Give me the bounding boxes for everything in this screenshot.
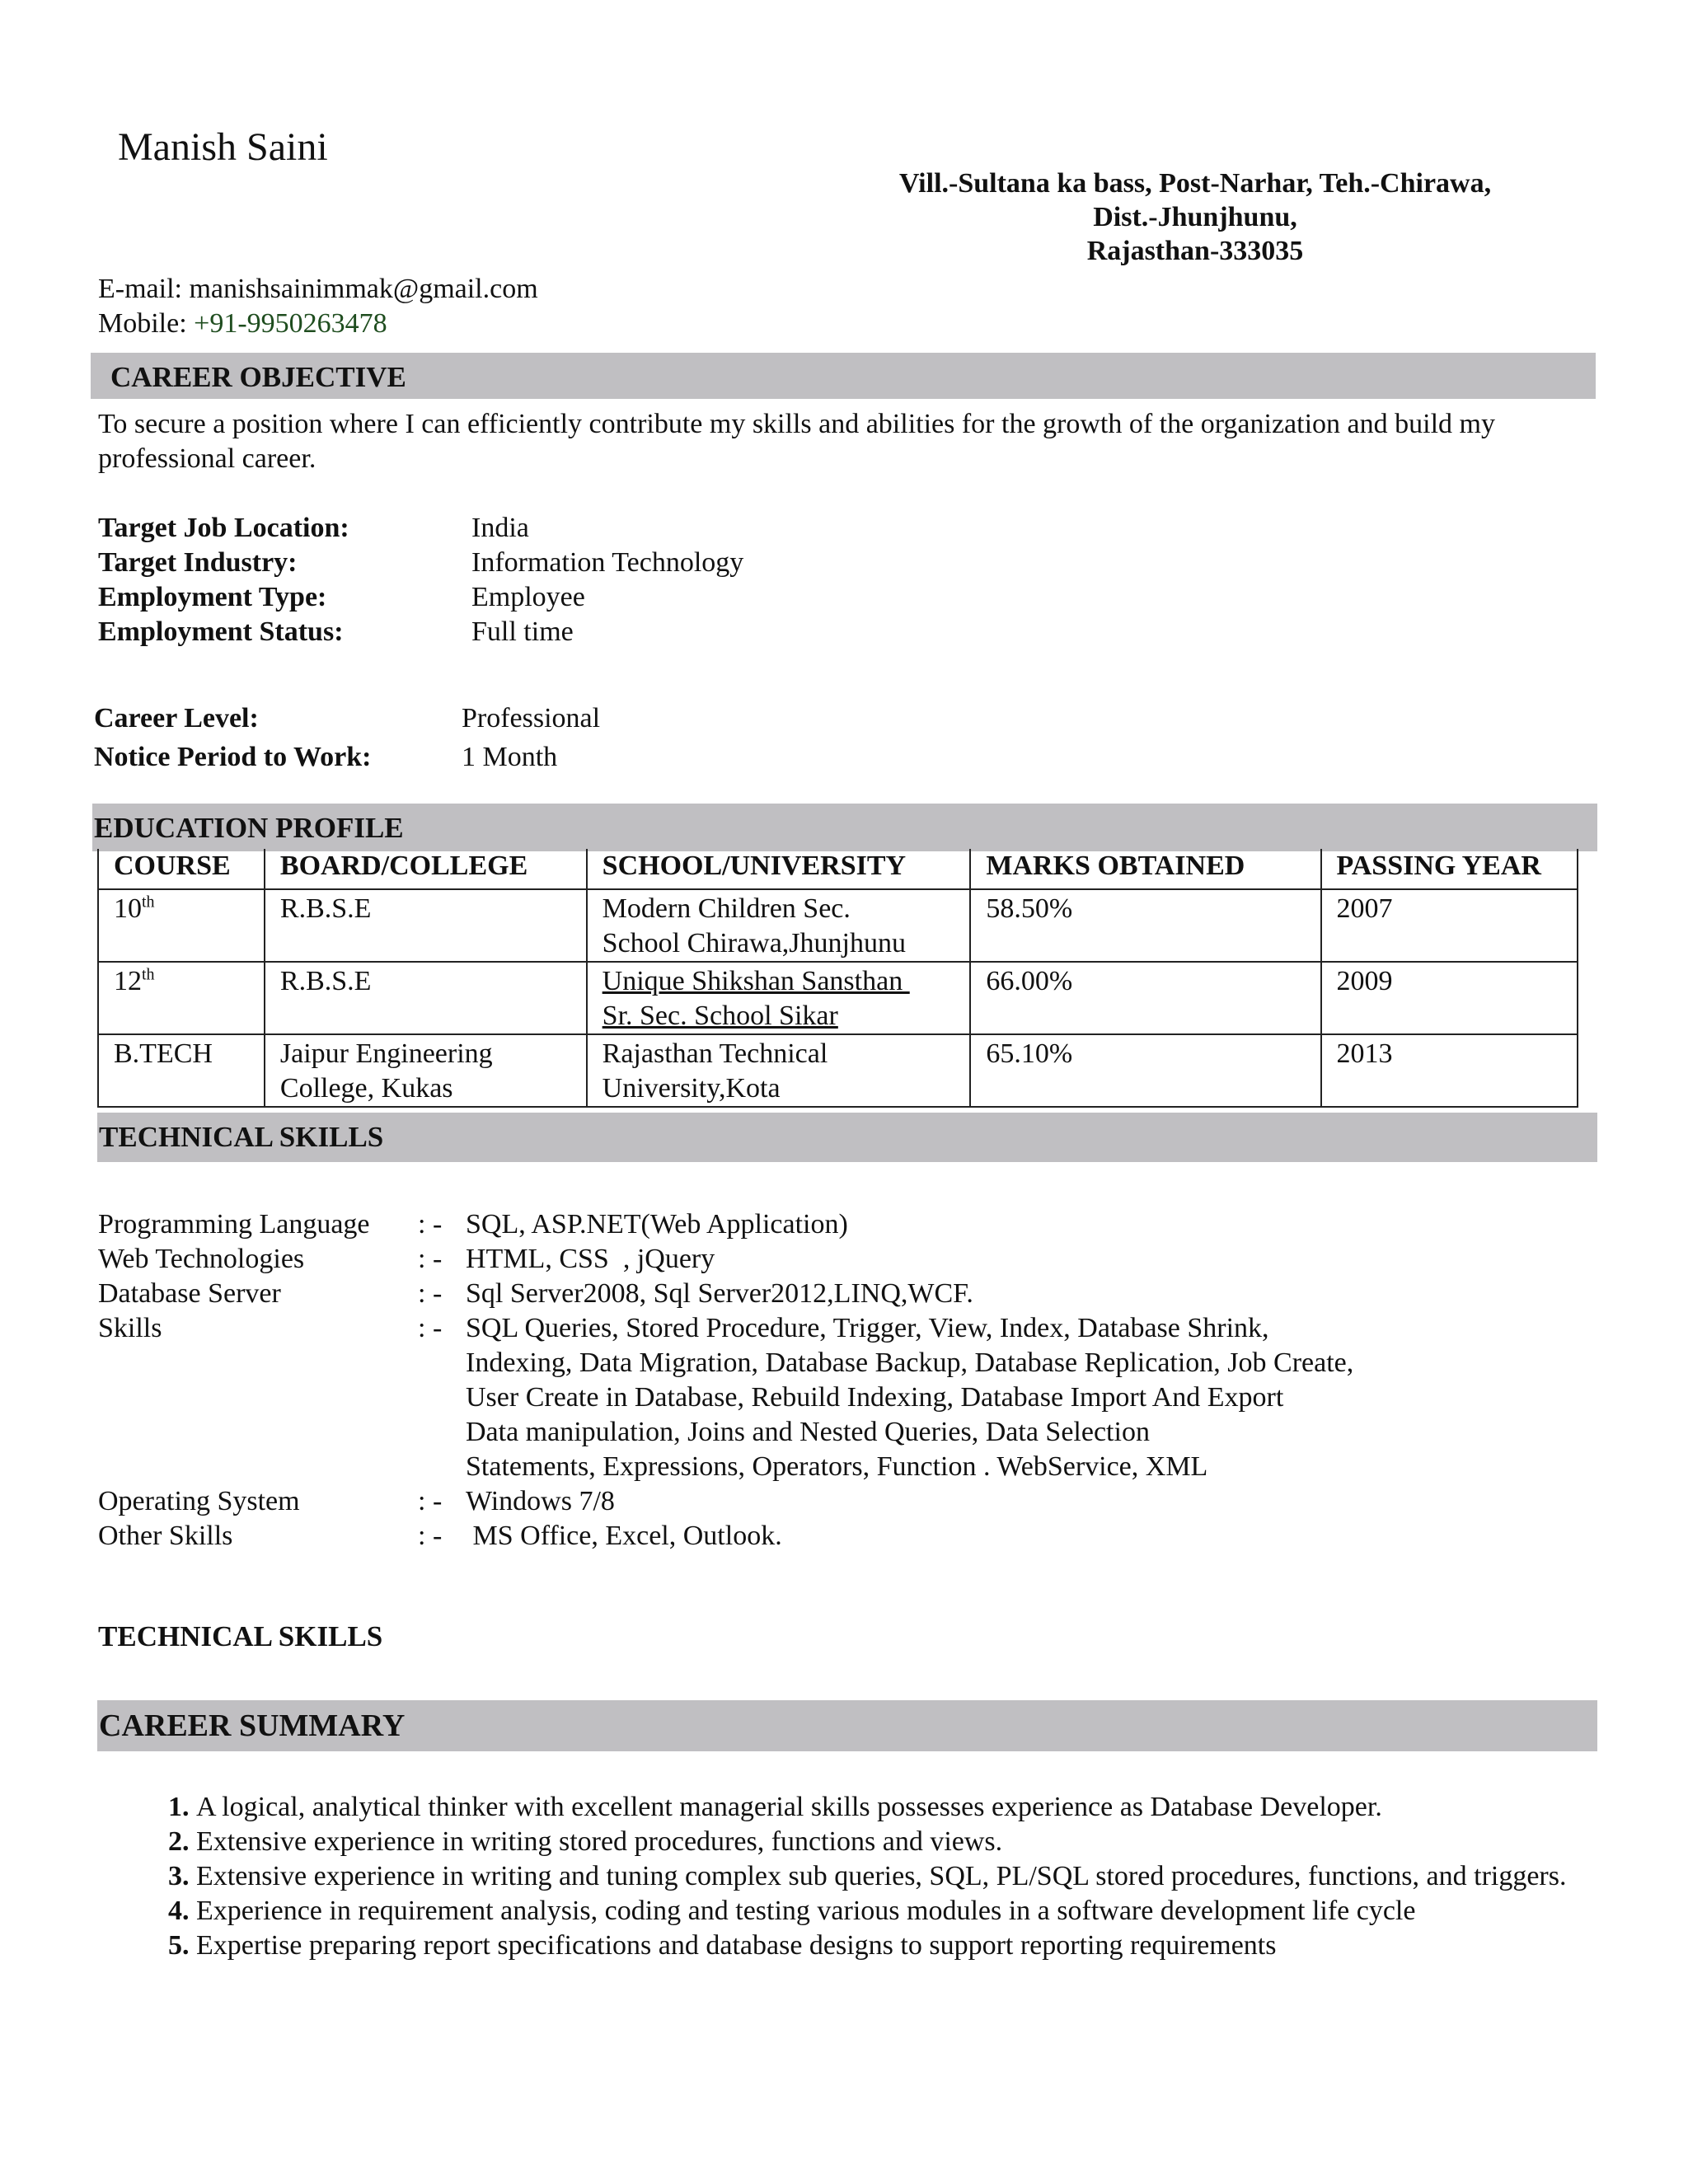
cell-year: 2007 — [1321, 889, 1578, 962]
career-info-row — [94, 740, 600, 779]
column-header-marks: MARKS OBTAINED — [970, 849, 1320, 889]
list-item: 4. Experience in requirement analysis, coding and testing various modules in a software development life cycle — [196, 1894, 1614, 1929]
skill-value: SQL Queries, Stored Procedure, Trigger, View, Index, Database Shrink, — [466, 1313, 1269, 1343]
skill-row — [98, 1346, 1455, 1380]
skill-value: User Create in Database, Rebuild Indexing, Database Import And Export — [466, 1382, 1284, 1413]
column-header-year: PASSING YEAR — [1321, 849, 1578, 889]
skill-label: Programming Language — [98, 1209, 370, 1240]
school-line: University,Kota — [602, 1073, 781, 1104]
address-block — [824, 166, 1566, 268]
skill-separator: : - — [418, 1486, 443, 1516]
job-info-value: India — [471, 513, 529, 543]
address-line: Dist.-Jhunjhunu, — [1093, 202, 1297, 232]
mobile-label: Mobile: — [98, 308, 187, 339]
skill-label — [98, 1415, 418, 1450]
cell-marks: 58.50% — [970, 889, 1320, 962]
cell-marks: 66.00% — [970, 962, 1320, 1034]
skill-label: Database Server — [98, 1278, 281, 1309]
cell-board: R.B.S.E — [265, 962, 587, 1034]
column-header-school: SCHOOL/UNIVERSITY — [587, 849, 971, 889]
career-info-row — [94, 701, 600, 740]
mobile-line — [98, 307, 538, 341]
education-header-row — [98, 849, 1578, 889]
cell-marks: 65.10% — [970, 1034, 1320, 1107]
job-info-row — [98, 546, 743, 580]
cell-board: R.B.S.E — [265, 889, 587, 962]
job-info-value: Full time — [471, 616, 574, 647]
list-item: 1. A logical, analytical thinker with excellent managerial skills possesses experience as Database Developer. — [196, 1790, 1614, 1825]
list-item: 5. Expertise preparing report specifications and database designs to support reporting requirements — [196, 1929, 1614, 1963]
skill-value: Sql Server2008, Sql Server2012,LINQ,WCF. — [466, 1278, 973, 1309]
objective-text: To secure a position where I can efficiently contribute my skills and abilities for the growth of the organization and build my professional career. — [98, 409, 1495, 474]
email-address[interactable]: manishsainimmak@gmail.com — [189, 274, 538, 304]
cell-school — [587, 889, 971, 962]
contact-block — [98, 272, 538, 341]
cell-course — [98, 889, 265, 962]
career-summary-list — [148, 1790, 1614, 1963]
board-line: Jaipur Engineering — [279, 1038, 493, 1069]
course-suffix: th — [142, 893, 155, 912]
skill-row — [98, 1450, 1455, 1484]
cell-year: 2013 — [1321, 1034, 1578, 1107]
school-line: Sr. Sec. School Sikar — [602, 1001, 838, 1031]
cell-school — [587, 1034, 971, 1107]
skill-separator: : - — [418, 1521, 443, 1551]
career-info-label: Career Level: — [94, 703, 259, 733]
email-line — [98, 272, 538, 307]
skills-list — [98, 1207, 1455, 1554]
skill-row — [98, 1519, 1455, 1554]
job-info-row — [98, 580, 743, 615]
career-info-value: 1 Month — [462, 742, 558, 772]
school-line: School Chirawa,Jhunjhunu — [602, 928, 906, 958]
cell-course: B.TECH — [98, 1034, 265, 1107]
skill-label: Skills — [98, 1313, 162, 1343]
column-header-board: BOARD/COLLEGE — [265, 849, 587, 889]
list-item: 2. Extensive experience in writing stored procedures, functions and views. — [196, 1825, 1614, 1859]
technical-skills-heading-repeat: TECHNICAL SKILLS — [98, 1620, 383, 1652]
job-info-value: Employee — [471, 582, 585, 612]
mobile-number[interactable]: +91-9950263478 — [194, 308, 387, 339]
section-heading-career-objective: CAREER OBJECTIVE — [91, 353, 1596, 399]
cell-board — [265, 1034, 587, 1107]
skill-separator: : - — [418, 1209, 443, 1240]
skill-label — [98, 1346, 418, 1380]
email-label: E-mail: — [98, 274, 182, 304]
skill-value: MS Office, Excel, Outlook. — [466, 1521, 782, 1551]
job-info-value: Information Technology — [471, 547, 744, 578]
skill-label: Operating System — [98, 1486, 300, 1516]
education-table — [97, 849, 1578, 1108]
job-info-list — [98, 511, 743, 649]
skill-separator — [418, 1450, 466, 1484]
skill-row — [98, 1277, 1455, 1311]
table-row — [98, 962, 1578, 1034]
table-row — [98, 1034, 1578, 1107]
job-info-label: Employment Status: — [98, 616, 344, 647]
course-value: 12 — [114, 966, 142, 996]
address-line: Vill.-Sultana ka bass, Post-Narhar, Teh.-Chirawa, — [898, 168, 1492, 199]
cell-course — [98, 962, 265, 1034]
table-row — [98, 889, 1578, 962]
section-heading-education: EDUCATION PROFILE — [92, 804, 1597, 851]
skill-separator — [418, 1415, 466, 1450]
section-heading-career-summary: CAREER SUMMARY — [97, 1700, 1597, 1751]
course-value: 10 — [114, 893, 142, 924]
school-line: Rajasthan Technical — [602, 1038, 828, 1069]
job-info-label: Employment Type: — [98, 582, 327, 612]
school-line: Unique Shikshan Sansthan — [602, 966, 910, 996]
skill-separator — [418, 1346, 466, 1380]
job-info-label: Target Job Location: — [98, 513, 349, 543]
cell-year: 2009 — [1321, 962, 1578, 1034]
address-line: Rajasthan-333035 — [1086, 236, 1304, 266]
skill-label — [98, 1380, 418, 1415]
skill-value: SQL, ASP.NET(Web Application) — [466, 1209, 848, 1240]
career-info-value: Professional — [462, 703, 601, 733]
column-header-course: COURSE — [98, 849, 265, 889]
skill-row — [98, 1484, 1455, 1519]
job-info-label: Target Industry: — [98, 547, 298, 578]
career-info-list — [94, 701, 600, 779]
board-line: College, Kukas — [279, 1073, 453, 1104]
school-line: Modern Children Sec. — [602, 893, 851, 924]
section-heading-technical-skills: TECHNICAL SKILLS — [97, 1113, 1597, 1162]
skill-separator — [418, 1380, 466, 1415]
skill-label: Web Technologies — [98, 1244, 305, 1274]
skill-row — [98, 1380, 1455, 1415]
skill-label — [98, 1450, 418, 1484]
resume-name: Manish Saini — [118, 125, 328, 169]
skill-row — [98, 1207, 1455, 1242]
skill-value: Windows 7/8 — [466, 1486, 615, 1516]
skill-value: HTML, CSS , jQuery — [466, 1244, 715, 1274]
course-suffix: th — [142, 965, 155, 984]
skill-value: Indexing, Data Migration, Database Backup, Database Replication, Job Create, — [466, 1347, 1354, 1378]
job-info-row — [98, 511, 743, 546]
skill-separator: : - — [418, 1244, 443, 1274]
skill-value: Statements, Expressions, Operators, Function . WebService, XML — [466, 1451, 1208, 1482]
skill-value: Data manipulation, Joins and Nested Queries, Data Selection — [466, 1417, 1150, 1447]
skill-row — [98, 1311, 1455, 1346]
job-info-row — [98, 615, 743, 649]
skill-label: Other Skills — [98, 1521, 233, 1551]
list-item: 3. Extensive experience in writing and tuning complex sub queries, SQL, PL/SQL stored procedures, functions, and triggers. — [196, 1859, 1614, 1894]
cell-school — [587, 962, 971, 1034]
skill-separator: : - — [418, 1313, 443, 1343]
career-info-label: Notice Period to Work: — [94, 742, 372, 772]
skill-separator: : - — [418, 1278, 443, 1309]
skill-row — [98, 1415, 1455, 1450]
skill-row — [98, 1242, 1455, 1277]
